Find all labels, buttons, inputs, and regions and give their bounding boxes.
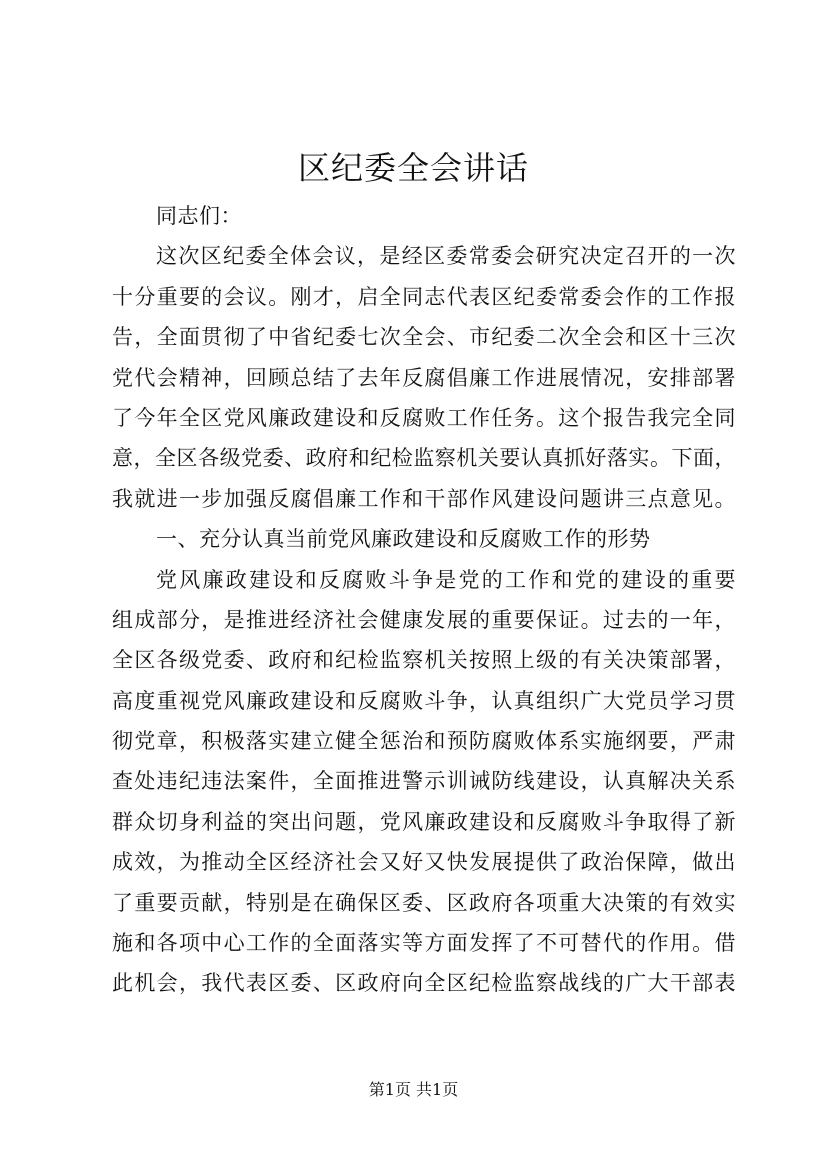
section-heading-line: 一、充分认真当前党风廉政建设和反腐败工作的形势: [156, 527, 651, 552]
salutation-line: 同志们：: [156, 204, 242, 228]
paragraph-line: 查处违纪违法案件，全面推进警示训诫防线建设，认真解决关系: [112, 769, 736, 794]
paragraph-line: 意，全区各级党委、政府和纪检监察机关要认真抓好落实。下面，: [112, 446, 736, 471]
document-title: 区纪委全会讲话: [297, 149, 529, 187]
paragraph-line: 施和各项中心工作的全面落实等方面发挥了不可替代的作用。借: [112, 931, 736, 956]
paragraph-line: 彻党章，积极落实建立健全惩治和预防腐败体系实施纲要，严肃: [112, 729, 736, 754]
paragraph-line: 了重要贡献，特别是在确保区委、区政府各项重大决策的有效实: [112, 890, 736, 915]
paragraph-line: 十分重要的会议。刚才，启全同志代表区纪委常委会作的工作报: [112, 284, 736, 309]
paragraph-line: 高度重视党风廉政建设和反腐败斗争，认真组织广大党员学习贯: [112, 688, 736, 713]
paragraph-line: 成效，为推动全区经济社会又好又快发展提供了政治保障，做出: [112, 850, 736, 875]
paragraph-line: 党代会精神，回顾总结了去年反腐倡廉工作进展情况，安排部署: [112, 365, 736, 390]
paragraph-line: 我就进一步加强反腐倡廉工作和干部作风建设问题讲三点意见。: [112, 486, 736, 511]
paragraph-line: 党风廉政建设和反腐败斗争是党的工作和党的建设的重要: [156, 567, 736, 592]
paragraph-line: 组成部分，是推进经济社会健康发展的重要保证。过去的一年，: [112, 607, 736, 632]
paragraph-line: 这次区纪委全体会议，是经区委常委会研究决定召开的一次: [156, 244, 736, 269]
document-body: [112, 196, 736, 1004]
paragraph-line: 此机会，我代表区委、区政府向全区纪检监察战线的广大干部表: [112, 971, 736, 996]
paragraph-line: 了今年全区党风廉政建设和反腐败工作任务。这个报告我完全同: [112, 405, 736, 430]
page-number-footer: 第1页 共1页: [368, 1080, 459, 1099]
paragraph-line: 群众切身利益的突出问题，党风廉政建设和反腐败斗争取得了新: [112, 809, 736, 834]
paragraph-line: 全区各级党委、政府和纪检监察机关按照上级的有关决策部署，: [112, 648, 736, 673]
paragraph-line: 告，全面贯彻了中省纪委七次全会、市纪委二次全会和区十三次: [112, 325, 736, 350]
